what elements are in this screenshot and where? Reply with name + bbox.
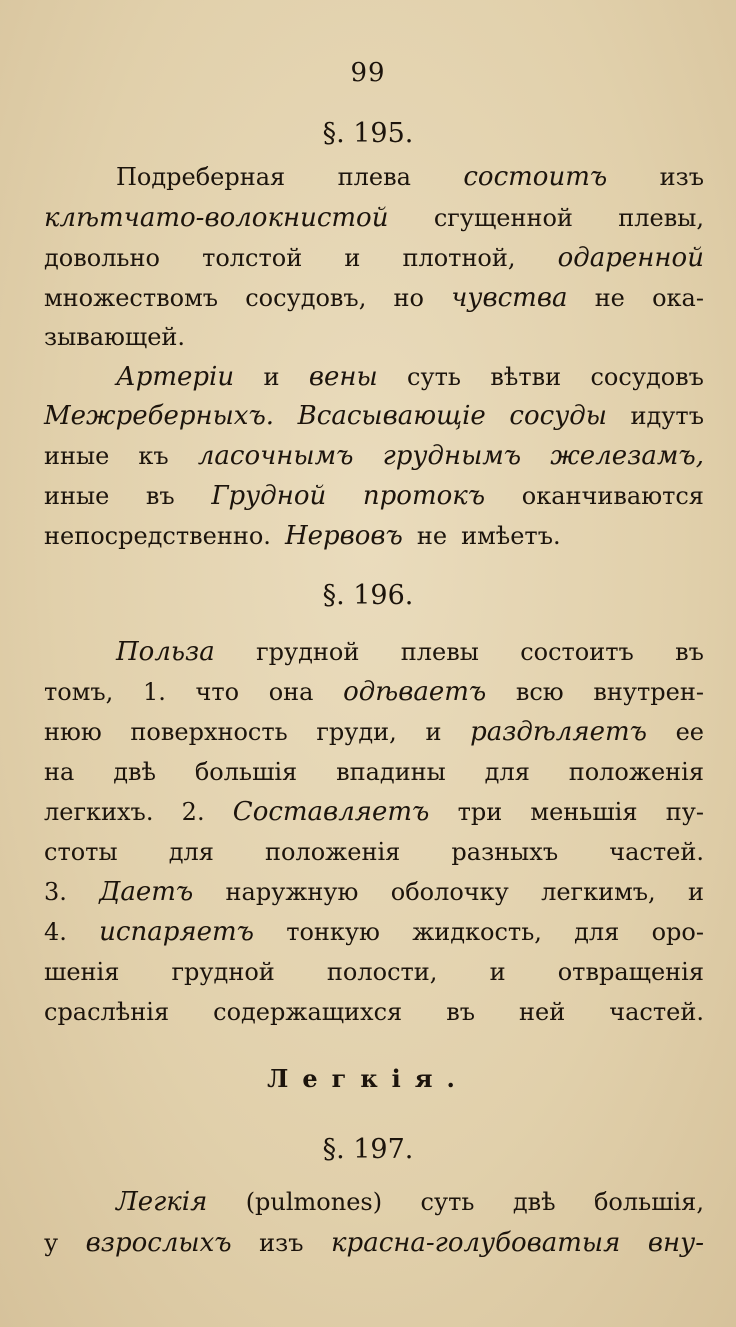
text-line: довольно толстой и плотной, одаренной <box>44 243 704 273</box>
text-line: на двѣ большія впадины для положенія <box>44 758 704 786</box>
section-title: §. 195. <box>322 118 414 149</box>
text-line: множествомъ сосудовъ, но чувства не ока- <box>44 283 704 313</box>
text-line: 3. Даетъ наружную оболочку легкимъ, и <box>44 877 704 907</box>
text-line: клѣтчато-волокнистой сгущенной плевы, <box>44 203 704 233</box>
text-line: Подреберная плева состоитъ изъ <box>116 162 704 192</box>
text-line: Артеріи и вены суть вѣтви сосудовъ <box>116 362 704 392</box>
text-line: томъ, 1. что она одѣваетъ всю внутрен- <box>44 677 704 707</box>
text-line: зывающей. <box>44 323 186 351</box>
section-title: §. 197. <box>322 1134 414 1165</box>
text-line: стоты для положенія разныхъ частей. <box>44 838 704 866</box>
section-title: §. 196. <box>322 580 414 611</box>
chapter-heading: Легкія. <box>267 1064 469 1093</box>
text-line: Межреберныхъ. Всасывающіе сосуды идутъ <box>44 401 704 431</box>
text-line: сраслѣнія содержащихся въ ней частей. <box>44 998 704 1026</box>
text-line: нюю поверхность груди, и раздѣляетъ ее <box>44 717 704 747</box>
text-line: Польза грудной плевы состоитъ въ <box>116 637 704 667</box>
text-line: иные въ Грудной протокъ оканчиваются <box>44 481 704 511</box>
text-line: 4. испаряетъ тонкую жидкость, для оро- <box>44 917 704 947</box>
text-line: Легкія (pulmones) суть двѣ большія, <box>116 1187 704 1217</box>
text-line: легкихъ. 2. Составляетъ три меньшія пу- <box>44 797 704 827</box>
text-line: непосредственно. Нервовъ не имѣетъ. <box>44 521 561 551</box>
text-line: иные къ ласочнымъ груднымъ железамъ, <box>44 441 704 471</box>
page-number: 99 <box>350 58 386 88</box>
text-line: у взрослыхъ изъ красна-голубоватыя вну- <box>44 1228 704 1258</box>
text-line: шенія грудной полости, и отвращенія <box>44 958 704 986</box>
